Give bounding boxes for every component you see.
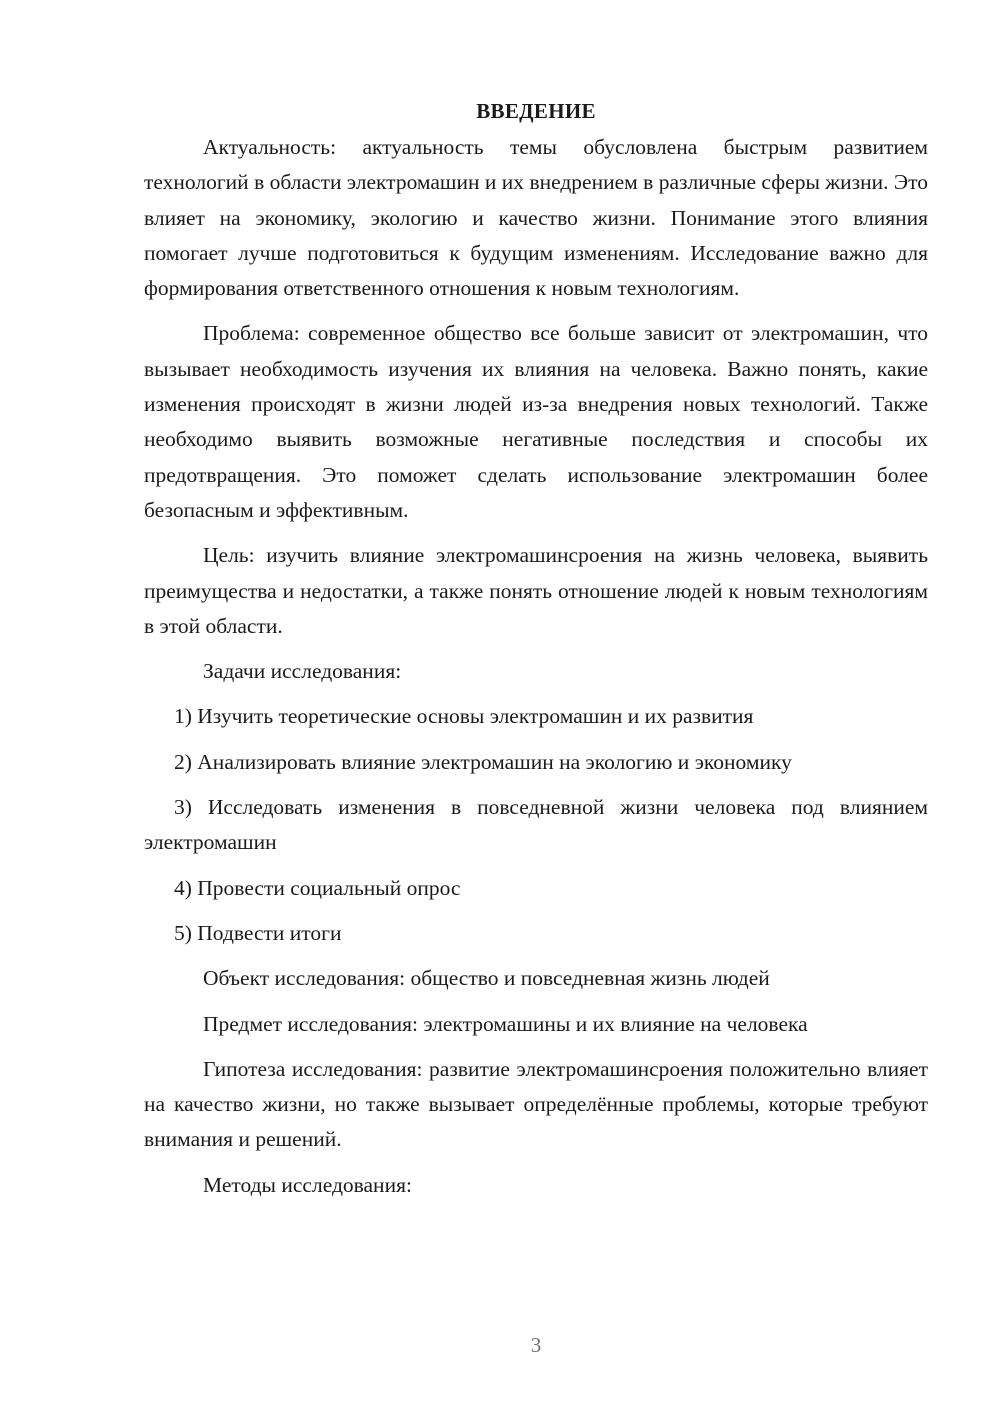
paragraph-problem: Проблема: современное общество все больше зависит от электромашин, что вызывает необходимость изучения их влияния на человека. Важно понять, какие изменения происходят в жизни людей из-за внедрения новых технологий. Также необходимо выявить возможные негативные последствия и способы их предотвращения. Это поможет сделать использование электромашин более безопасным и эффективным. (144, 321, 928, 522)
paragraph-goal: Цель: изучить влияние электромашинсроения на жизнь человека, выявить преимущества и недостатки, а также понять отношение людей к новым технологиям в этой области. (144, 543, 928, 638)
paragraph-hypothesis: Гипотеза исследования: развитие электромашинсроения положительно влияет на качество жизни, но также вызывает определённые проблемы, которые требуют внимания и решений. (144, 1056, 928, 1152)
list-item: 2) Анализировать влияние электромашин на экологию и экономику (174, 749, 792, 774)
paragraph-object: Объект исследования: общество и повседневная жизнь людей (203, 966, 770, 991)
paragraph-subject: Предмет исследования: электромашины и их влияние на человека (203, 1011, 808, 1036)
section-heading: ВВЕДЕНИЕ (476, 99, 596, 123)
page-number: 3 (530, 1333, 542, 1357)
methods-title: Методы исследования: (203, 1172, 412, 1197)
tasks-title: Задачи исследования: (203, 659, 402, 684)
document-page (144, 96, 928, 1213)
paragraph-relevance: Актуальность: актуальность темы обусловлена быстрым развитием технологий в области электромашин и их внедрением в различные сферы жизни. Это влияет на экономику, экологию и качество жизни. Понимание этого влияния помогает лучше подготовиться к будущим изменениям. Исследование важно для формирования ответственного отношения к новым технологиям. (144, 135, 928, 301)
list-item: 4) Провести социальный опрос (174, 875, 461, 900)
list-item: 1) Изучить теоретические основы электромашин и их развития (174, 704, 754, 729)
list-item: 5) Подвести итоги (174, 920, 342, 945)
list-item: 3) Исследовать изменения в повседневной жизни человека под влиянием электромашин (144, 795, 928, 855)
tasks-list (144, 699, 928, 951)
